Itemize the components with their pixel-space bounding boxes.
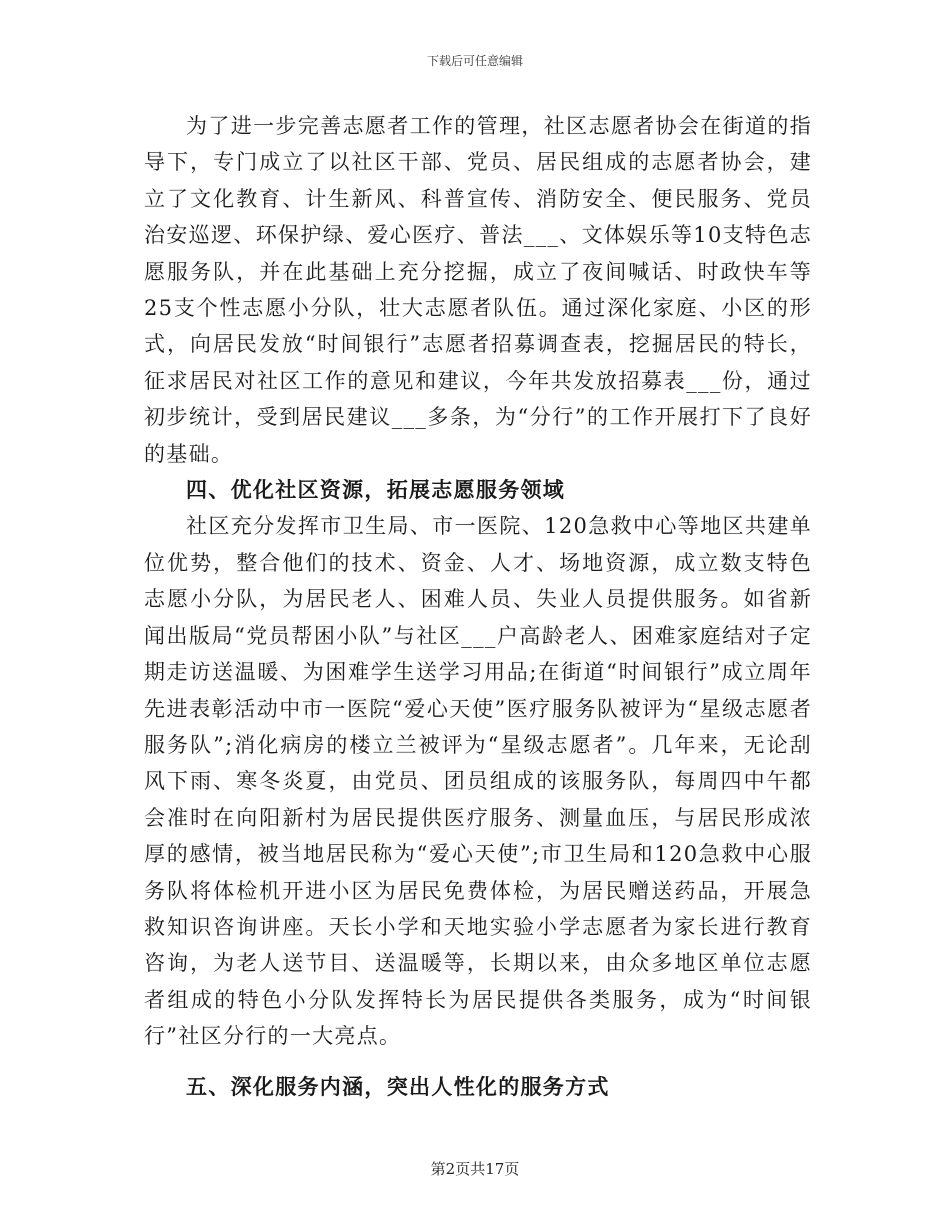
paragraph-volunteer-management: 为了进一步完善志愿者工作的管理，社区志愿者协会在街道的指导下，专门成立了以社区干部、党员、居民组成的志愿者协会，建立了文化教育、计生新风、科普宣传、消防安全、便民服务、党员治安巡逻、环保护绿、爱心医疗、普法___、文体娱乐等10支特色志愿服务队，并在此基础上充分挖掘，成立了夜间喊话、时政快车等25支个性志愿小分队，壮大志愿者队伍。通过深化家庭、小区的形式，向居民发放“时间银行”志愿者招募调查表，挖掘居民的特长，征求居民对社区工作的意见和建议，今年共发放招募表___份，通过初步统计，受到居民建议___多条，为“分行”的工作开展打下了良好的基础。	[144, 114, 812, 466]
section-heading-5: 五、深化服务内涵，突出人性化的服务方式	[186, 1073, 610, 1099]
page-header-note: 下载后可任意编辑	[426, 54, 523, 68]
paragraph-community-resources: 社区充分发挥市卫生局、市一医院、120急救中心等地区共建单位优势，整合他们的技术、资金、人才、场地资源，成立数支特色志愿小分队，为居民老人、困难人员、失业人员提供服务。如省新闻出版局“党员帮困小队”与社区___户高龄老人、困难家庭结对子定期走访送温暖、为困难学生送学习用品;在街道“时间银行”成立周年先进表彰活动中市一医院“爱心天使”医疗服务队被评为“星级志愿者服务队”;消化病房的楼立兰被评为“星级志愿者”。几年来，无论刮风下雨、寒冬炎夏，由党员、团员组成的该服务队，每周四中午都会准时在向阳新村为居民提供医疗服务、测量血压，与居民形成浓厚的感情，被当地居民称为“爱心天使”;市卫生局和120急救中心服务队将体检机开进小区为居民免费体检，为居民赠送药品，开展急救知识咨询讲座。天长小学和天地实验小学志愿者为家长进行教育咨询，为老人送节目、送温暖等，长期以来，由众多地区单位志愿者组成的特色小分队发挥特长为居民提供各类服务，成为“时间银行”社区分行的一大亮点。	[144, 514, 812, 1049]
section-heading-4: 四、优化社区资源，拓展志愿服务领域	[186, 477, 566, 503]
document-body	[144, 108, 812, 1105]
page-number: 第2页共17页	[430, 1160, 520, 1178]
